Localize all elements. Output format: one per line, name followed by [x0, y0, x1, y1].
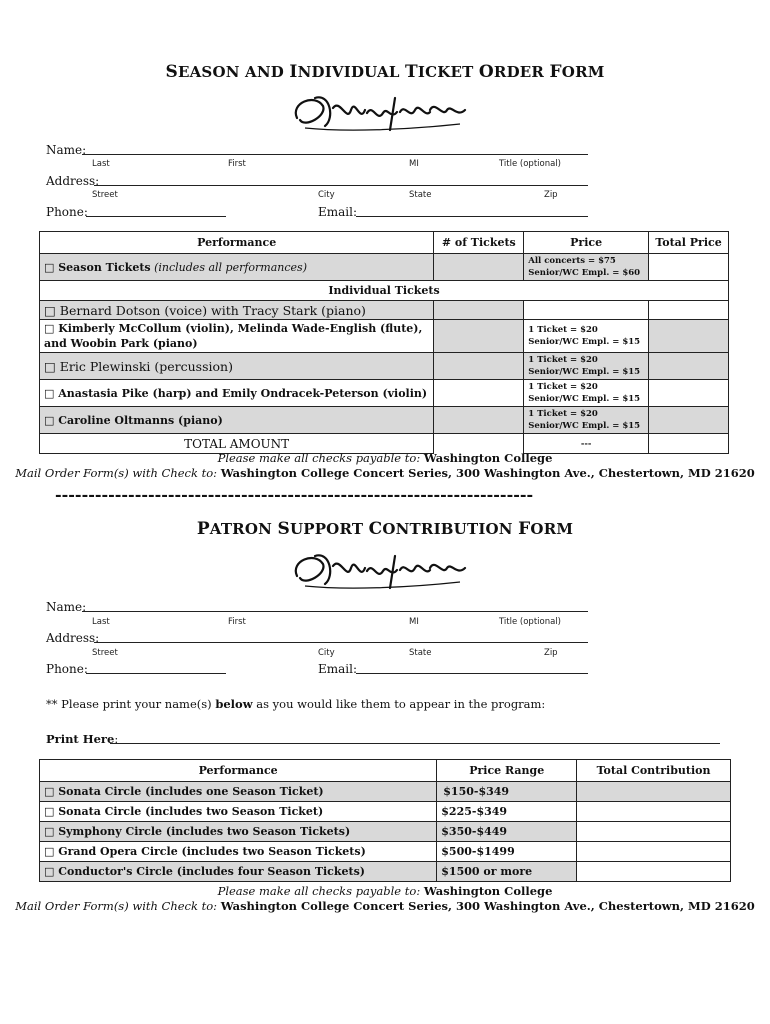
payable-note: Please make all checks payable to: Washington College — [217, 451, 553, 465]
header-total-contribution: Total Contribution — [577, 760, 731, 782]
price-cell: 1 Ticket = $20 Senior/WC Empl. = $15 — [524, 353, 649, 380]
qty-cell[interactable] — [434, 380, 524, 407]
contribution-cell[interactable] — [577, 822, 731, 842]
title-sublabel: Title (optional) — [499, 159, 561, 169]
email-field[interactable] — [356, 216, 588, 217]
zip-sublabel: Zip — [544, 190, 558, 200]
price-range-cell: $150-$349 — [437, 782, 577, 802]
phone-field[interactable] — [86, 216, 226, 217]
header-performance: Performance — [40, 232, 434, 254]
last-sublabel: Last — [92, 617, 110, 627]
performance-label: □ Anastasia Pike (harp) and Emily Ondracek-Peterson (violin) — [44, 386, 428, 400]
total-amount-price: --- — [524, 434, 649, 454]
contribution-cell[interactable] — [577, 862, 731, 882]
support-form-title: PATRON SUPPORT CONTRIBUTION FORM — [196, 519, 574, 539]
ticket-form-title: SEASON AND INDIVIDUAL TICKET ORDER FORM — [165, 62, 605, 82]
season-price-cell — [524, 254, 649, 281]
address-label: Address: — [46, 174, 100, 188]
zip-sublabel: Zip — [544, 648, 558, 658]
table-row — [40, 320, 729, 353]
qty-cell[interactable] — [434, 407, 524, 434]
circle-label: □ Grand Opera Circle (includes two Season Tickets) — [44, 845, 366, 858]
contribution-table — [39, 759, 731, 882]
circle-label: □ Symphony Circle (includes two Season Tickets) — [44, 825, 351, 838]
qty-cell[interactable] — [434, 301, 524, 320]
total-amount-label: TOTAL AMOUNT — [40, 434, 434, 454]
washington-signature-logo — [285, 546, 475, 596]
address-field[interactable] — [94, 185, 588, 186]
season-price-line2: Senior/WC Empl. = $60 — [528, 268, 641, 278]
mi-sublabel: MI — [409, 159, 419, 169]
phone-label: Phone: — [46, 662, 88, 676]
circle-label: □ Sonata Circle (includes one Season Ticket) — [44, 785, 324, 798]
phone-field[interactable] — [86, 673, 226, 674]
total-cell[interactable] — [649, 353, 729, 380]
performance-label: □ Bernard Dotson (voice) with Tracy Stark (piano) — [44, 302, 366, 318]
city-sublabel: City — [318, 648, 335, 658]
table-row — [40, 842, 731, 862]
street-sublabel: Street — [92, 190, 118, 200]
circle-option[interactable] — [40, 842, 437, 862]
season-price-line1: All concerts = $75 — [528, 256, 616, 266]
circle-option[interactable] — [40, 862, 437, 882]
performance-cell[interactable] — [40, 380, 434, 407]
washington-signature-logo — [285, 88, 475, 138]
circle-option[interactable] — [40, 822, 437, 842]
cut-line-separator: ------------------------------------------------------------------------ — [55, 485, 534, 504]
price-range-cell: $500-$1499 — [437, 842, 577, 862]
performance-cell[interactable] — [40, 301, 434, 320]
email-label: Email: — [318, 662, 358, 676]
header-num-tickets: # of Tickets — [434, 232, 524, 254]
performance-label: □ Eric Plewinski (percussion) — [44, 358, 233, 374]
performance-cell[interactable] — [40, 407, 434, 434]
contribution-cell[interactable] — [577, 802, 731, 822]
name-field[interactable] — [82, 611, 588, 612]
season-tickets-note: (includes all performances) — [154, 260, 307, 274]
city-sublabel: City — [318, 190, 335, 200]
performance-label: □ Caroline Oltmanns (piano) — [44, 413, 223, 427]
phone-label: Phone: — [46, 205, 88, 219]
price-range-cell: $225-$349 — [437, 802, 577, 822]
price-cell: 1 Ticket = $20 Senior/WC Empl. = $15 — [524, 407, 649, 434]
table-row — [40, 802, 731, 822]
address-label: Address: — [46, 631, 100, 645]
table-row — [40, 782, 731, 802]
address-field[interactable] — [94, 642, 588, 643]
total-cell[interactable] — [649, 407, 729, 434]
season-tickets-cell[interactable] — [40, 254, 434, 281]
mail-note: Mail Order Form(s) with Check to: Washington College Concert Series, 300 Washington Ave., Chestertown, MD 21620 — [15, 466, 755, 480]
table-row — [40, 353, 729, 380]
mail-note: Mail Order Form(s) with Check to: Washington College Concert Series, 300 Washington Ave., Chestertown, MD 21620 — [15, 899, 755, 913]
name-label: Name: — [46, 143, 87, 157]
price-cell: 1 Ticket = $20 Senior/WC Empl. = $15 — [524, 320, 649, 353]
circle-label: □ Sonata Circle (includes two Season Ticket) — [44, 805, 324, 818]
performance-label: □ Kimberly McCollum (violin), Melinda Wade-English (flute), and Woobin Park (piano) — [44, 322, 423, 350]
performance-cell[interactable] — [40, 320, 434, 353]
qty-cell[interactable] — [434, 320, 524, 353]
print-here-field[interactable] — [110, 743, 720, 744]
price-cell: 1 Ticket = $20 Senior/WC Empl. = $15 — [524, 380, 649, 407]
contribution-cell[interactable] — [577, 842, 731, 862]
mi-sublabel: MI — [409, 617, 419, 627]
performance-cell[interactable] — [40, 353, 434, 380]
price-cell — [524, 301, 649, 320]
table-row — [40, 301, 729, 320]
price-range-cell: $1500 or more — [437, 862, 577, 882]
email-field[interactable] — [356, 673, 588, 674]
table-row — [40, 407, 729, 434]
last-sublabel: Last — [92, 159, 110, 169]
total-cell[interactable] — [649, 301, 729, 320]
print-name-note: ** Please print your name(s) below as you would like them to appear in the program: — [46, 697, 546, 711]
header-performance: Performance — [40, 760, 437, 782]
street-sublabel: Street — [92, 648, 118, 658]
email-label: Email: — [318, 205, 358, 219]
contribution-cell[interactable] — [577, 782, 731, 802]
header-total-price: Total Price — [649, 232, 729, 254]
price-range-cell: $350-$449 — [437, 822, 577, 842]
table-row — [40, 254, 729, 281]
season-total-cell[interactable] — [649, 254, 729, 281]
header-price: Price — [524, 232, 649, 254]
first-sublabel: First — [228, 159, 246, 169]
title-sublabel: Title (optional) — [499, 617, 561, 627]
circle-label: □ Conductor's Circle (includes four Season Tickets) — [44, 865, 365, 878]
table-row — [40, 380, 729, 407]
print-here-label: Print Here: — [46, 732, 119, 746]
individual-tickets-header: Individual Tickets — [40, 281, 729, 301]
state-sublabel: State — [409, 648, 432, 658]
qty-cell[interactable] — [434, 353, 524, 380]
payable-note: Please make all checks payable to: Washington College — [217, 884, 553, 898]
ticket-order-table — [39, 231, 729, 454]
name-field[interactable] — [82, 154, 588, 155]
first-sublabel: First — [228, 617, 246, 627]
header-price-range: Price Range — [437, 760, 577, 782]
name-label: Name: — [46, 600, 87, 614]
circle-option[interactable] — [40, 782, 437, 802]
total-cell[interactable] — [649, 380, 729, 407]
circle-option[interactable] — [40, 802, 437, 822]
table-row — [40, 862, 731, 882]
table-row — [40, 822, 731, 842]
season-qty-cell[interactable] — [434, 254, 524, 281]
season-tickets-label: □ Season Tickets — [44, 260, 151, 274]
total-cell[interactable] — [649, 320, 729, 353]
state-sublabel: State — [409, 190, 432, 200]
